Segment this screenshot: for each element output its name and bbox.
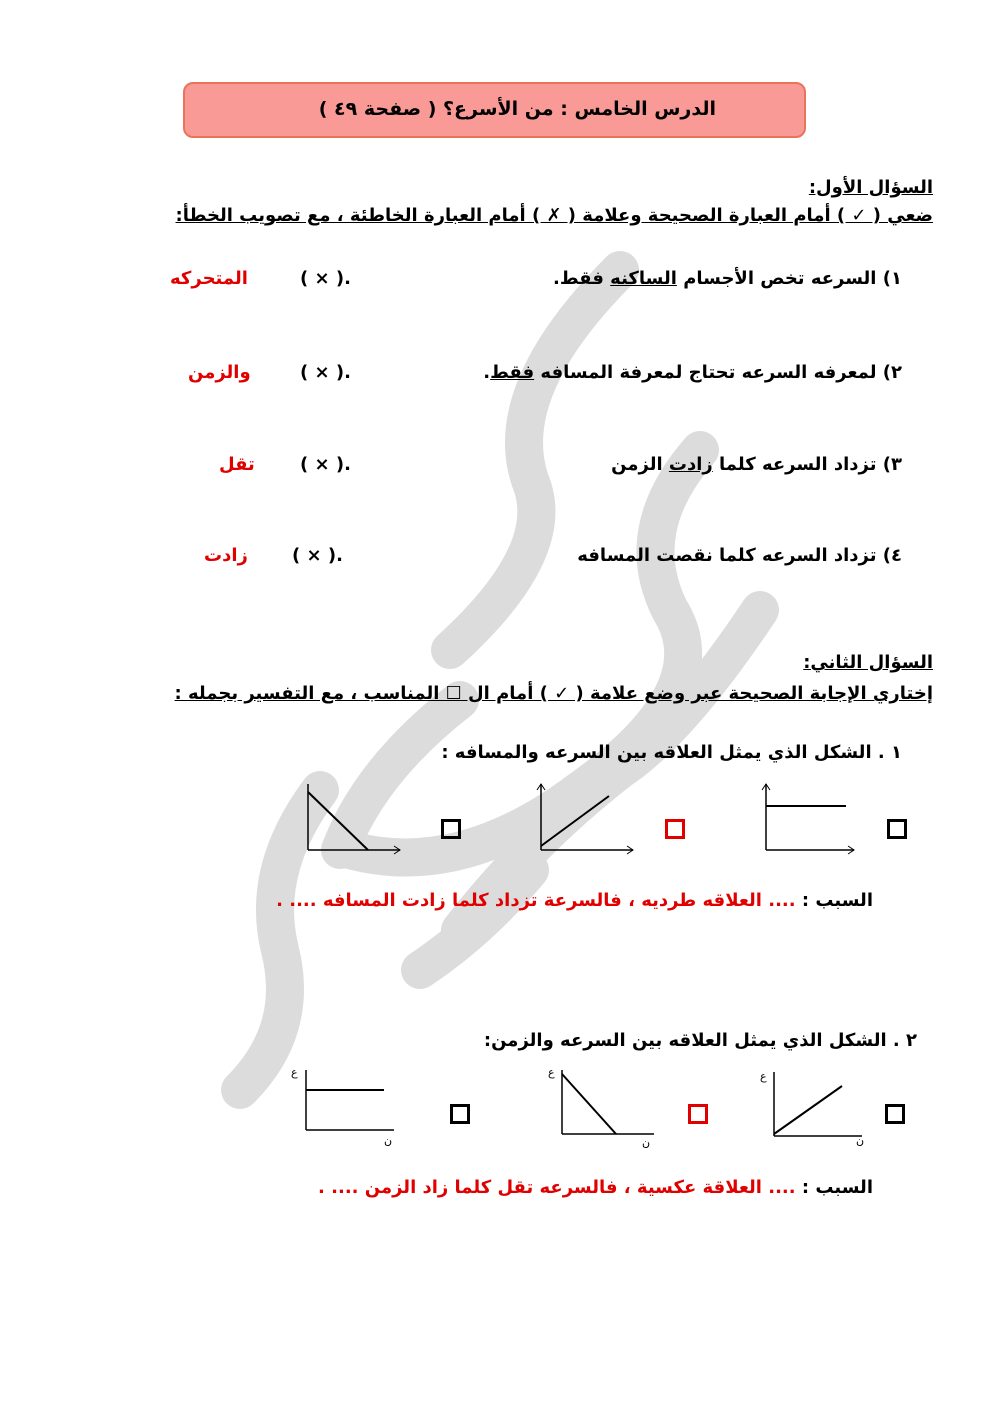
- q1-item-4-mark: ( × ).: [292, 545, 343, 566]
- q1-item-2-number: ٢): [882, 362, 902, 383]
- q1-item-2-underlined: فقط: [490, 362, 535, 383]
- option-box-2a[interactable]: [450, 1104, 470, 1124]
- option-box-2c[interactable]: [885, 1104, 905, 1124]
- q1-item-2-correction: والزمن: [188, 362, 251, 383]
- q1-item-1-statement: ١) السرعه تخص الأجسام الساكنه فقط.: [553, 268, 902, 289]
- q1-item-1-number: ١): [882, 268, 902, 289]
- option-box-1b-selected[interactable]: [665, 819, 685, 839]
- q1-item-3-underlined: زادت: [668, 454, 713, 475]
- q2-instruction: إختاري الإجابة الصحيحة عبر وضع علامة ( ✓ ) أمام ال ☐ المناسب ، مع التفسير بجمله :: [174, 683, 933, 704]
- q1-item-2-text: لمعرفه السرعه تحتاج لمعرفة المسافه: [534, 362, 877, 383]
- q2-part1-reason-label: السبب :: [801, 890, 873, 911]
- q2-part2-reason: [318, 1177, 873, 1198]
- q1-item-1-text: السرعه تخص الأجسام: [676, 268, 877, 289]
- q1-item-4-number: ٤): [882, 545, 902, 566]
- q1-item-1-mark: ( × ).: [300, 268, 351, 289]
- q1-item-2-statement: ٢) لمعرفه السرعه تحتاج لمعرفة المسافه فقط.: [483, 362, 902, 383]
- graph-decreasing-line: [300, 784, 400, 854]
- lesson-title: الدرس الخامس : من الأسرع؟ ( صفحة ٤٩ ): [318, 98, 716, 120]
- q1-item-4-statement: [577, 545, 902, 566]
- graph-e-x-label: ن: [642, 1136, 651, 1149]
- q1-item-4-correction: زادت: [204, 545, 248, 566]
- q1-item-3-correction: تقل: [219, 454, 255, 475]
- q1-item-3-mark: ( × ).: [300, 454, 351, 475]
- graph-increasing-line: [533, 784, 633, 854]
- option-box-1c[interactable]: [887, 819, 907, 839]
- q1-item-1-correction: المتحركه: [170, 268, 248, 289]
- graph-d-y-label: ع: [291, 1066, 298, 1079]
- q1-item-4-text: تزداد السرعه كلما نقصت المسافه: [577, 545, 877, 566]
- q2-part1-reason: [276, 890, 873, 911]
- q1-instruction: ضعي ( ✓ ) أمام العبارة الصحيحة وعلامة ( ✗ ) أمام العبارة الخاطئة ، مع تصويب الخطأ:: [175, 205, 933, 226]
- q1-item-3-number: ٣): [882, 454, 902, 475]
- q1-item-3-text: تزداد السرعه كلما: [712, 454, 877, 475]
- lesson-title-banner: [183, 82, 806, 138]
- q2-part2-reason-label: السبب :: [801, 1177, 873, 1198]
- q2-part1-question: ١ . الشكل الذي يمثل العلاقه بين السرعه والمسافه :: [441, 742, 902, 763]
- graph-speed-time-increasing: [760, 1062, 870, 1152]
- q2-part1-reason-text: .... العلاقه طرديه ، فالسرعة تزداد كلما زادت المسافه .... .: [276, 890, 796, 911]
- q1-heading: السؤال الأول:: [808, 177, 933, 198]
- q2-heading: السؤال الثاني:: [803, 652, 933, 673]
- graph-f-x-label: ن: [856, 1134, 865, 1147]
- q2-part2-reason-text: .... العلاقة عكسية ، فالسرعه تقل كلما زاد الزمن .... .: [318, 1177, 796, 1198]
- option-box-2b-selected[interactable]: [688, 1104, 708, 1124]
- q1-item-2-mark: ( × ).: [300, 362, 351, 383]
- q1-item-3-statement: ٣) تزداد السرعه كلما زادت الزمن: [611, 454, 902, 475]
- graph-e-y-label: ع: [548, 1066, 555, 1079]
- q2-part2-question: ٢ . الشكل الذي يمثل العلاقه بين السرعه والزمن:: [483, 1030, 917, 1051]
- option-box-1a[interactable]: [441, 819, 461, 839]
- graph-f-y-label: ع: [760, 1070, 767, 1083]
- graph-d-x-label: ن: [384, 1134, 393, 1147]
- q1-item-1-underlined: الساكنه: [610, 268, 677, 289]
- graph-constant-line: [758, 784, 858, 854]
